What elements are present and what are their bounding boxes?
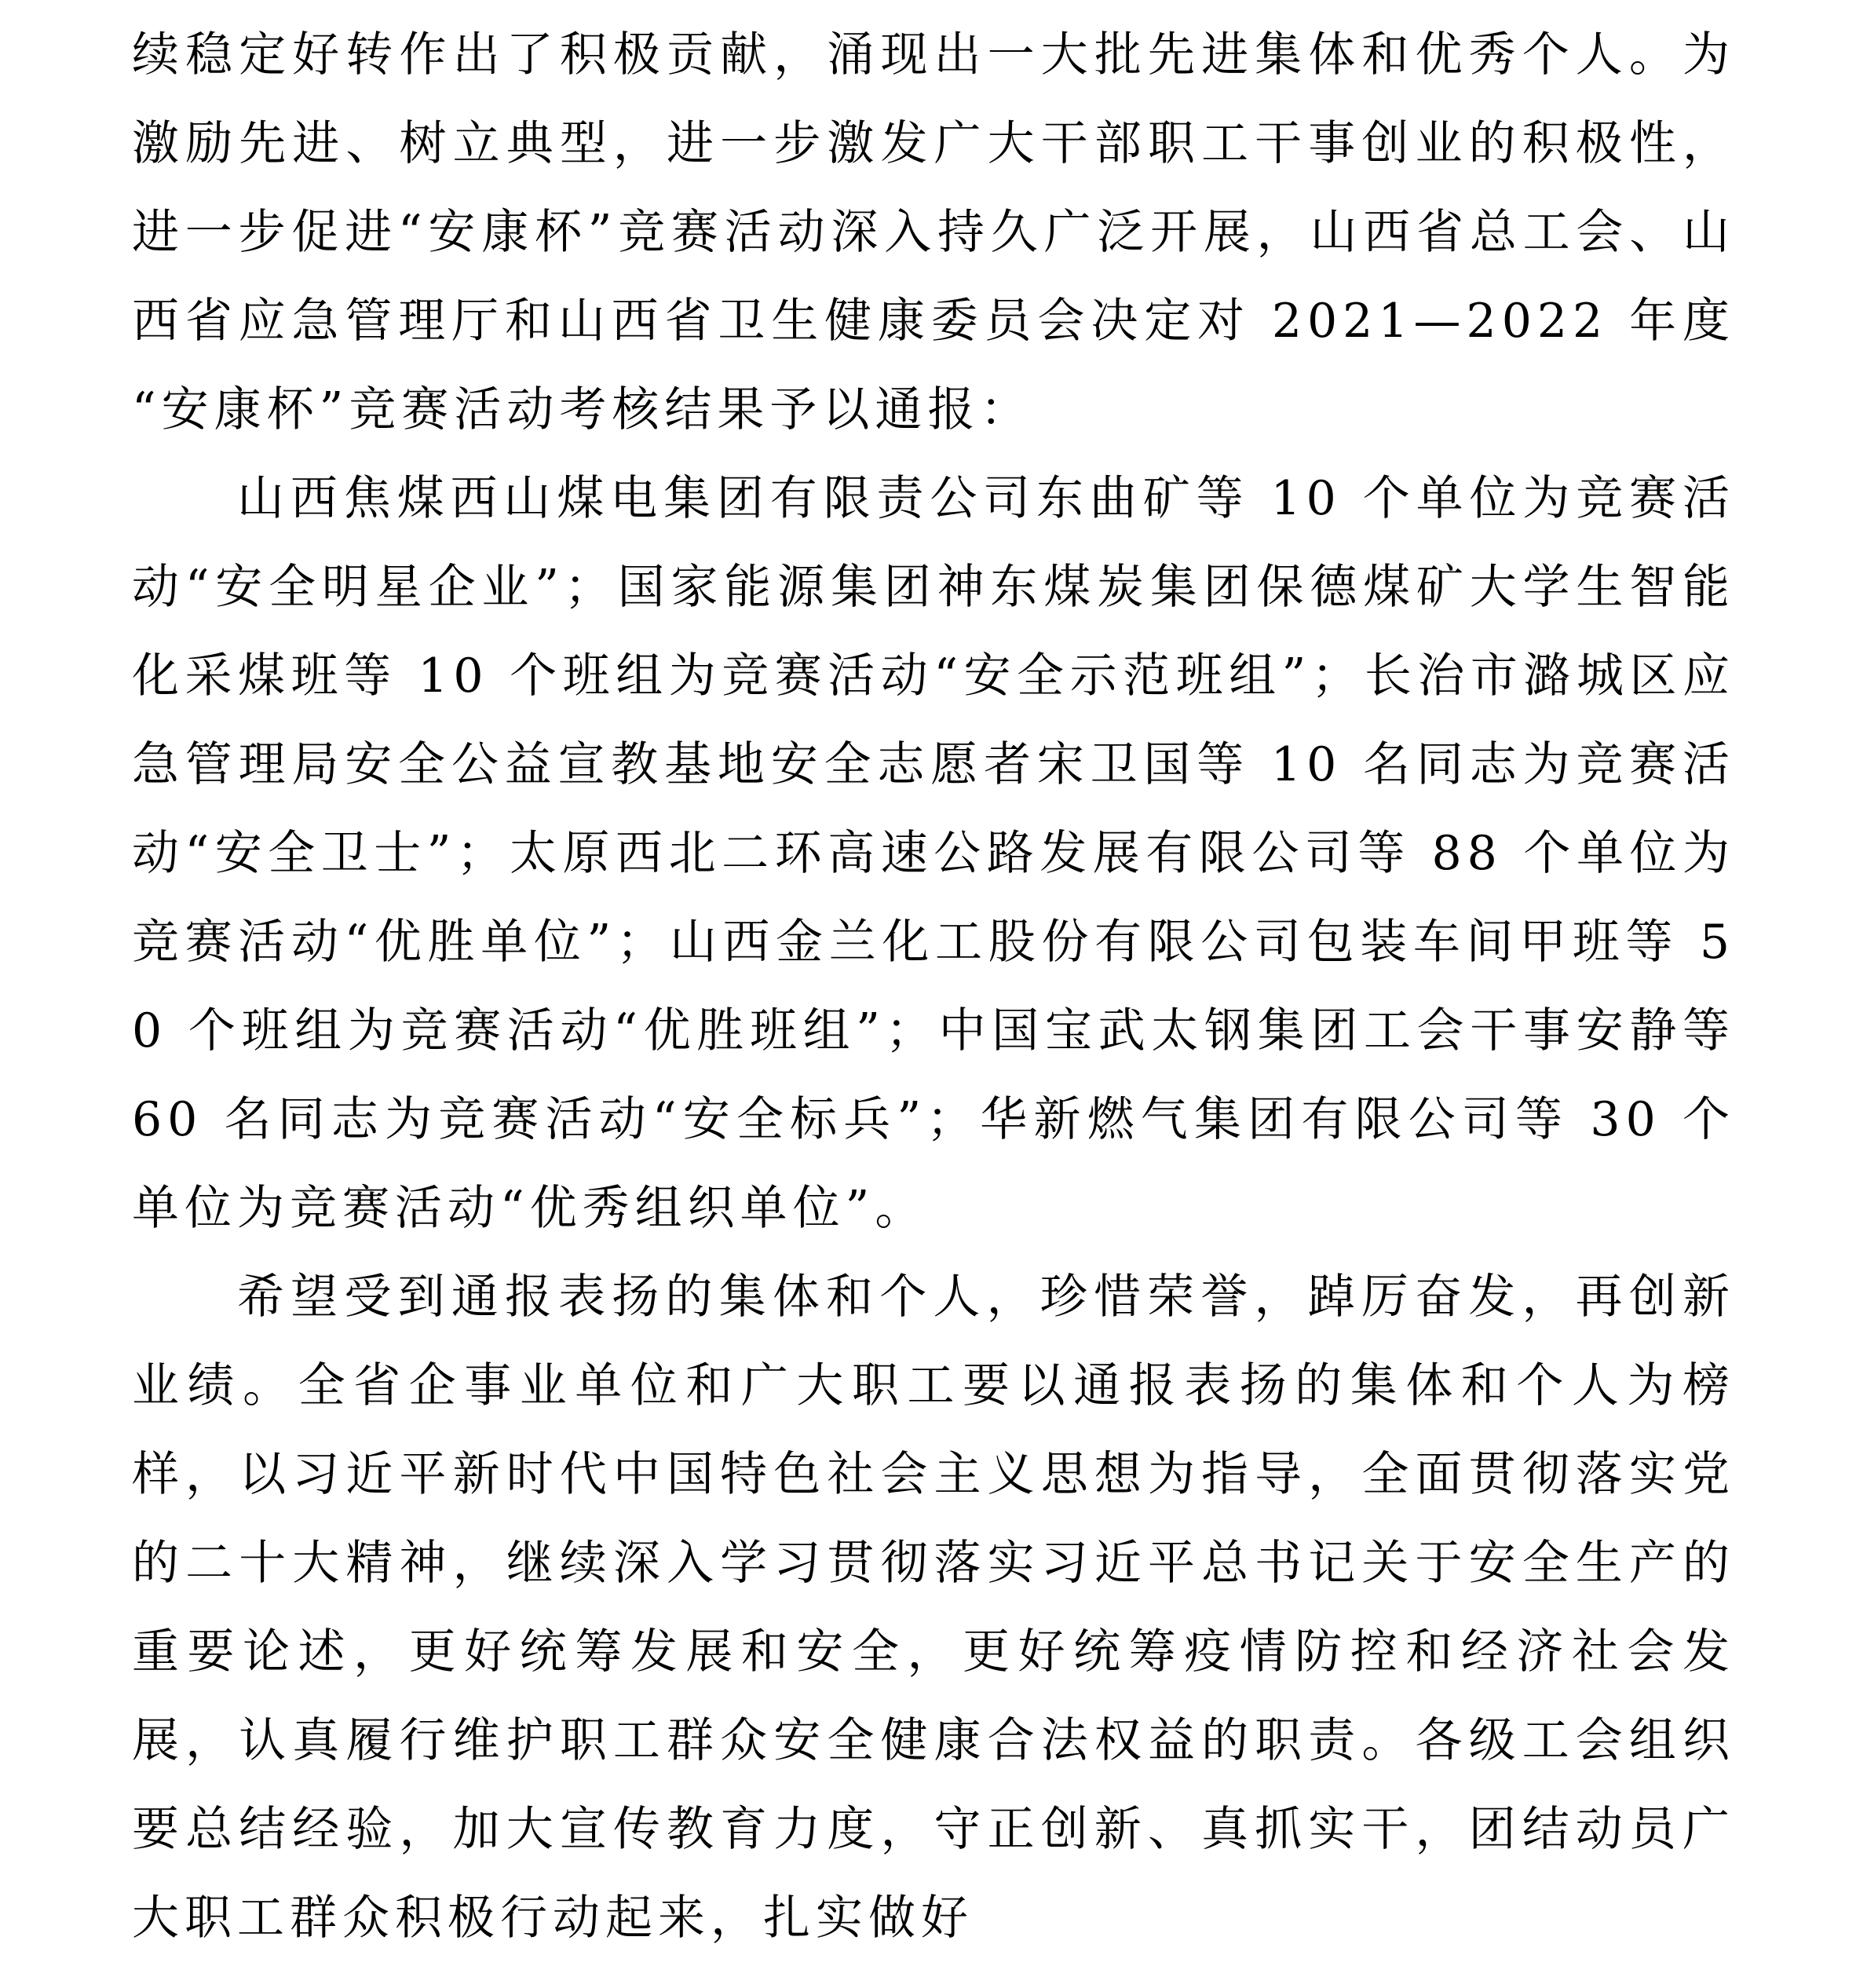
- paragraph-closing-exhortation: 希望受到通报表扬的集体和个人，珍惜荣誉，踔厉奋发，再创新业绩。全省企事业单位和广大职工要以通报表扬的集体和个人为榜样，以习近平新时代中国特色社会主义思想为指导，全面贯彻落实党的二十大精神，继续深入学习贯彻落实习近平总书记关于安全生产的重要论述，更好统筹发展和安全，更好统筹疫情防控和经济社会发展，认真履行维护职工群众安全健康合法权益的职责。各级工会组织要总结经验，加大宣传教育力度，守正创新、真抓实干，团结动员广大职工群众积极行动起来，扎实做好: [132, 1270, 1735, 1946]
- paragraph-continuation: 续稳定好转作出了积极贡献，涌现出一大批先进集体和优秀个人。为激励先进、树立典型，进一步激发广大干部职工干事创业的积极性，进一步促进“安康杯”竞赛活动深入持久广泛开展，山西省总工会、山西省应急管理厅和山西省卫生健康委员会决定对 2021—2022 年度“安康杯”竞赛活动考核结果予以通报：: [132, 27, 1735, 437]
- paragraph-award-list: 山西焦煤西山煤电集团有限责公司东曲矿等 10 个单位为竞赛活动“安全明星企业”；国家能源集团神东煤炭集团保德煤矿大学生智能化采煤班等 10 个班组为竞赛活动“安全示范班组”；长治市潞城区应急管理局安全公益宣教基地安全志愿者宋卫国等 10 名同志为竞赛活动“安全卫士”；太原西北二环高速公路发展有限公司等 88 个单位为竞赛活动“优胜单位”；山西金兰化工股份有限公司包装车间甲班等 50 个班组为竞赛活动“优胜班组”；中国宝武太钢集团工会干事安静等 60 名同志为竞赛活动“安全标兵”；华新燃气集团有限公司等 30 个单位为竞赛活动“优秀组织单位”。: [132, 471, 1735, 1236]
